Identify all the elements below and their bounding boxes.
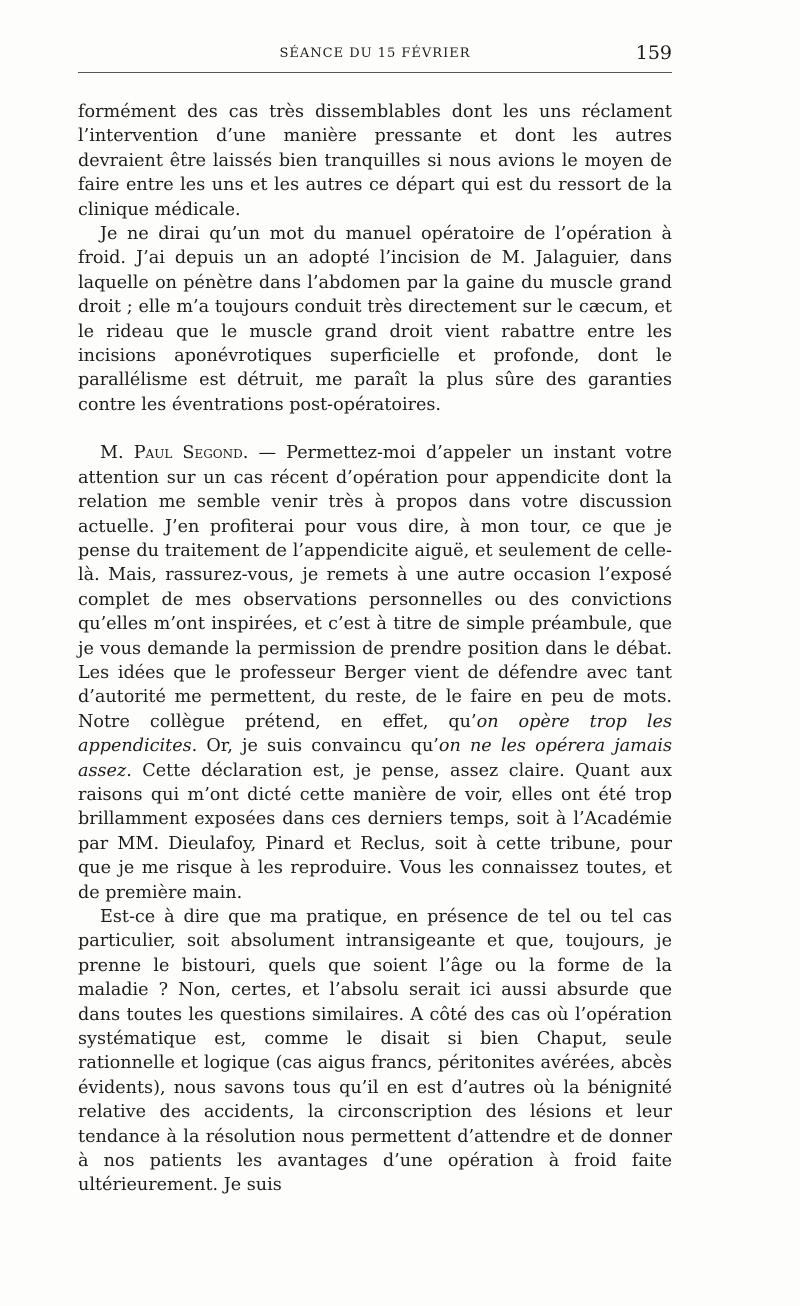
page-header — [78, 40, 672, 73]
text-segment: . Or, je suis convaincu qu’ — [191, 736, 439, 757]
page-body — [78, 100, 672, 1198]
italic-quote-2: on ne les opérera jamais assez — [78, 736, 673, 781]
paragraph-1: formément des cas très dissemblables dont les uns réclament l’intervention d’une manière pressante et dont les autres devraient être laissés bien tranquilles si nous avions le moyen de faire entre les uns et les autres ce départ qui est du ressort de la clinique médicale. — [78, 102, 672, 220]
text-segment: . — Permettez-moi d’appeler un instant votre attention sur un cas récent d’opération pour appendicite dont la relation me semble venir très à propos dans votre discussion actuelle. J’en profiterai pour vous dire, à mon tour, ce que je pense du traitement de l’appendicite aiguë, et seulement de celle-là. Mais, rassurez-vous, je remets à une autre occasion l’exposé complet de mes observations personnelles ou des convictions qu’elles m’ont inspirées, et c’est à titre de simple préambule, que je vous demande la permission de prendre position dans le débat. Les idées que le professeur Berger vient de défendre avec tant d’autorité me permettent, du reste, de le faire en peu de mots. Notre collègue prétend, en effet, qu’ — [78, 443, 673, 732]
speaker-prefix: M. — [100, 443, 134, 464]
running-head: SÉANCE DU 15 FÉVRIER — [279, 46, 471, 61]
page-number: 159 — [635, 42, 672, 64]
paragraph-4: Est-ce à dire que ma pratique, en présence de tel ou tel cas particulier, soit absolument intransigeante et que, toujours, je prenne le bistouri, quels que soient l’âge ou la forme de la maladie ? Non, certes, et l’absolu serait ici aussi absurde que dans toutes les questions similaires. A côté des cas où l’opération systématique est, comme le disait si bien Chaput, seule rationnelle et logique (cas aigus francs, péritonites avérées, abcès évidents), nous savons tous qu’il en est d’autres où la bénignité relative des accidents, la circonscription des lésions et leur tendance à la résolution nous permettent d’attendre et de donner à nos patients les avantages d’une opération à froid faite ultérieurement. Je suis — [78, 907, 672, 1196]
speaker-name: Paul Segond — [133, 443, 243, 464]
text-segment: . Cette déclaration est, je pense, assez claire. Quant aux raisons qui m’ont dicté cette manière de voir, elles ont été trop brillamment exposées dans ces derniers temps, soit à l’Académie par MM. Dieulafoy, Pinard et Reclus, soit à cette tribune, pour que je me risque à les reproduire. Vous les connaissez toutes, et de première main. — [78, 760, 672, 903]
paragraph-2: Je ne dirai qu’un mot du manuel opératoire de l’opération à froid. J’ai depuis un an adopté l’incision de M. Jalaguier, dans laquelle on pénètre dans l’abdomen par la gaine du muscle grand droit ; elle m’a toujours conduit très directement sur le cæcum, et le rideau que le muscle grand droit vient rabattre entre les incisions aponévrotiques superficielle et profonde, dont le parallélisme est détruit, me paraît la plus sûre des garanties contre les éventrations post-opératoires. — [78, 224, 672, 415]
paragraph-3 — [78, 441, 672, 905]
italic-quote-1: on opère trop les appendicites — [78, 711, 672, 757]
